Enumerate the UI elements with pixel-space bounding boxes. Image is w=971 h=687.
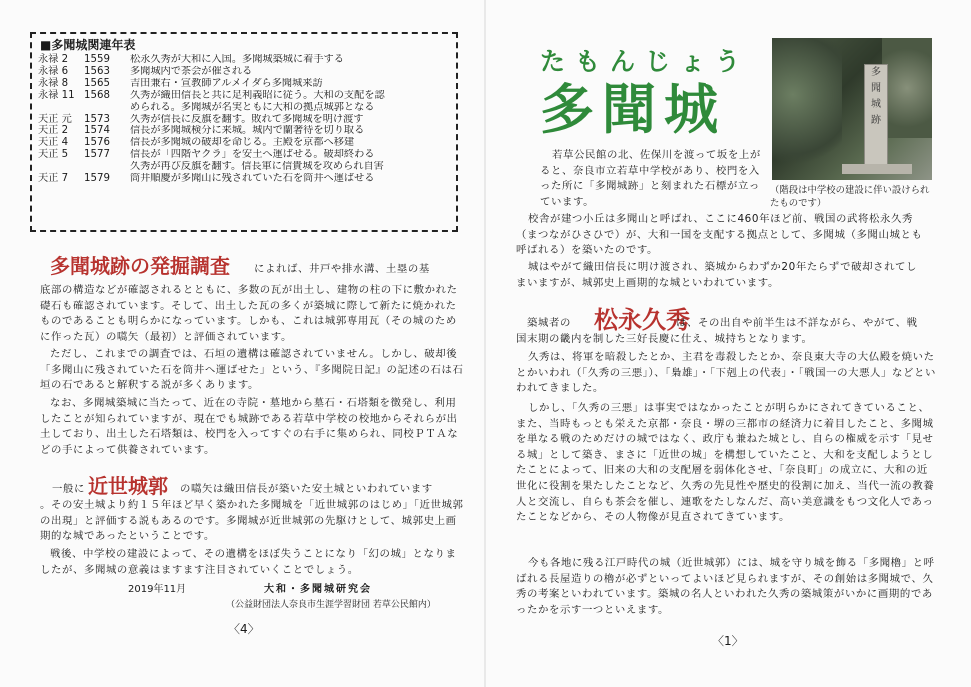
chronology-event: 筒井順慶が多聞山に残されていた石を筒井へ運ばせる <box>130 173 375 185</box>
chronology-era: 天正 元 <box>38 113 72 125</box>
chronology-row <box>38 149 450 161</box>
chronology-row <box>38 90 450 102</box>
chronology-row <box>38 78 450 90</box>
chronology-event: 信長が「四階ヤクラ」を安土へ運ばせる。破却終わる <box>130 149 375 161</box>
intro-paragraph-1: 若草公民館の北、佐保川を渡って坂を上がると、奈良市立若草中学校があり、校門を入った所に「多聞城跡」と刻まれた石標が立っています。 <box>540 149 761 208</box>
signature-date: 2019年11月 <box>128 584 187 595</box>
chronology-year: 1565 <box>84 77 110 89</box>
chronology-row <box>38 102 450 114</box>
excavation-heading: 多聞城跡の発掘調査 <box>50 254 230 278</box>
matsunaga-paragraph-1: 国末期の畿内を制した三好長慶に仕え、城持ちとなります。 <box>516 333 813 345</box>
chronology-row <box>38 114 450 126</box>
main-title: 多聞城 <box>540 77 726 141</box>
chronology-year: 1577 <box>84 149 110 161</box>
chronology-row <box>38 125 450 137</box>
intro-paragraph-3: 城はやがて織田信長に明け渡され、築城からわずか20年たらずで破却されてしまいますが、城郭史上画期的な城といわれています。 <box>516 261 918 289</box>
chronology-event: められる。多聞城が名実ともに大和の拠点城郭となる <box>130 101 375 113</box>
chronology-era: 天正 2 <box>38 125 69 137</box>
chronology-event: 松永久秀が大和に入国。多聞城築城に着手する <box>130 54 344 65</box>
chronology-event: 多聞城内で茶会が催される <box>130 65 253 77</box>
chronology-event: 久秀が再び反旗を翻す。信長軍に信貴城を攻められ自害 <box>130 161 384 173</box>
chronology-year: 1579 <box>84 173 110 185</box>
kinsei-lead-after <box>180 482 464 498</box>
chronology-event: 信長が多聞城検分に来城。城内で蘭奢待を切り取る <box>130 125 365 137</box>
chronology-event: 信長が多聞城の破却を命じる。主殿を京都へ移建 <box>130 137 355 149</box>
chronology-row <box>38 173 450 185</box>
matsunaga-lead-after <box>676 316 934 332</box>
chronology-year: 1574 <box>84 125 110 137</box>
chronology-box <box>30 32 458 232</box>
chronology-era <box>38 102 84 114</box>
kinsei-heading: 近世城郭 <box>88 474 168 498</box>
kinsei-lead-text: の嚆矢は織田信長が築いた安土城といわれています <box>180 483 433 495</box>
chronology-title: ■多聞城関連年表 <box>40 38 136 52</box>
chronology-table <box>38 54 450 185</box>
chronology-era <box>38 161 84 173</box>
chronology-row <box>38 137 450 149</box>
chronology-era: 永禄 11 <box>38 89 75 101</box>
stone-inscription: 多 聞 城 跡 <box>871 67 881 126</box>
signature-affiliation: （公益財団法人奈良市生涯学習財団 若草公民館内） <box>226 600 436 610</box>
chronology-era: 永禄 6 <box>38 65 69 77</box>
chronology-event: 久秀が織田信長と共に足利義昭に従う。大和の支配を認 <box>130 89 385 101</box>
chronology-event: 吉田兼右・宣教師アルメイダら多聞城来訪 <box>130 77 323 89</box>
chronology-year <box>84 102 130 114</box>
chronology-year: 1559 <box>84 54 110 65</box>
chronology-event: 久秀が信長に反旗を翻す。敗れて多聞城を明け渡す <box>130 113 364 125</box>
chronology-era: 天正 4 <box>38 137 69 149</box>
page-number-right: 〈1〉 <box>712 634 744 648</box>
matsunaga-lead: 築城者の <box>527 317 571 329</box>
photo-caption: （階段は中学校の建設に伴い設けられたものです） <box>770 185 930 209</box>
excavation-paragraph-1: 底部の構造などが確認されるとともに、多数の瓦が出土し、建物の柱の下に敷かれた礎石も確認されています。そして、出土した瓦の多くが築城に際して新たに焼かれたものであることも明らかになっています。しかも、これは城郭専用瓦（その城のために作った瓦）の嚆矢（最初）と評価されています。 <box>40 284 458 343</box>
chronology-year <box>84 161 130 173</box>
chronology-row <box>38 66 450 78</box>
matsunaga-lead-text: は、その出自や前半生は不詳ながら、やがて、戦 <box>676 317 918 329</box>
excavation-lead: によれば、井戸や排水溝、土塁の基 <box>254 263 430 275</box>
excavation-paragraph-3: なお、多聞城築城に当たって、近在の寺院・墓地から墓石・石塔類を徴発し、利用したことが知られていますが、現在でも城跡である若草中学校の校地からそれらが出土しており、出土した石塔類は、校門を入ってすぐの右手に集められ、同校ＰＴＡなどの手によって供養されています。 <box>40 397 459 456</box>
chronology-year: 1563 <box>84 65 110 77</box>
chronology-row <box>38 54 450 66</box>
matsunaga-paragraph-4: 今も各地に残る江戸時代の城（近世城郭）には、城を守り城を飾る「多聞櫓」と呼ばれる長屋造りの櫓が必ずといってよいほど見られますが、その創始は多聞城で、久秀の考案といわれています。築城の名人といわれた久秀の築城策がいかに画期的であったかを示す一つといえます。 <box>516 557 935 616</box>
stone-marker <box>864 64 888 168</box>
kinsei-paragraph-2: 戦後、中学校の建設によって、その遺構をほぼ失うことになり「幻の城」となりましたが、多聞城の意義はますます注目されていくことでしょう。 <box>40 548 457 576</box>
chronology-year: 1573 <box>84 113 110 125</box>
kinsei-paragraph-1: 。その安土城より約１５年ほど早く築かれた多聞城を「近世城郭のはじめ」「近世城郭の出現」と評価する説もあるのです。多聞城が近世城郭の先駆けとして、城郭史上画期的な城であったということです。 <box>40 499 464 543</box>
chronology-era: 永禄 8 <box>38 77 69 89</box>
chronology-year: 1576 <box>84 137 110 149</box>
stone-marker-photo <box>772 38 932 180</box>
title-furigana: たもんじょう <box>540 47 751 76</box>
matsunaga-heading: 松永久秀 <box>594 305 690 334</box>
chronology-era: 永禄 2 <box>38 54 69 65</box>
chronology-era: 天正 7 <box>38 173 69 185</box>
matsunaga-paragraph-2: 久秀は、将軍を暗殺したとか、主君を毒殺したとか、奈良東大寺の大仏殿を焼いたとかいわれ（「久秀の三悪」）、「梟雄」・「下剋上の代表」・「戦国一の大悪人」などといわれてきました。 <box>516 351 937 395</box>
excavation-paragraph-2: ただし、これまでの調査では、石垣の遺構は確認されていません。しかし、破却後「多聞山に残されていた石を筒井へ運ばせた」という、『多聞院日記』の記述の石は石垣の石であると解釈する説が多くあります。 <box>40 348 464 392</box>
signature-org: 大和・多聞城研究会 <box>264 584 372 595</box>
chronology-row <box>38 161 450 173</box>
matsunaga-paragraph-3: しかし、「久秀の三悪」は事実ではなかったことが明らかにされてきていること、また、当時もっとも栄えた京都・奈良・堺の三都市の経済力に着目したこと、多聞城を単なる戦のためだけの城ではなく、政庁も兼ねた城とし、自らの権威を示す「見せる城」として築き、まさに「近世の城」を構想していたこと、大和を支配しようとしたことによって、旧来の大和の支配層を弱体化させ、「奈良町」の成立に、大和の近世化に役割を果たしたことなど、久秀の先見性や歴史的役割に加え、当代一流の教養人と交流し、自らも茶会を催し、連歌をたしなんだ、高い美意識をもつ文化人であったことなどから、その人物像が見直されてきています。 <box>516 402 935 524</box>
intro-paragraph-2: 校舎が建つ小丘は多聞山と呼ばれ、ここに460年ほど前、戦国の武将松永久秀（まつながひさひで）が、大和一国を支配する拠点として、多聞城（多聞山城とも呼ばれる）を築いたのです。 <box>516 213 923 257</box>
chronology-year: 1568 <box>84 89 110 101</box>
page-number-left: 〈4〉 <box>228 622 260 636</box>
kinsei-lead: 一般に <box>52 483 85 495</box>
chronology-era: 天正 5 <box>38 149 69 161</box>
